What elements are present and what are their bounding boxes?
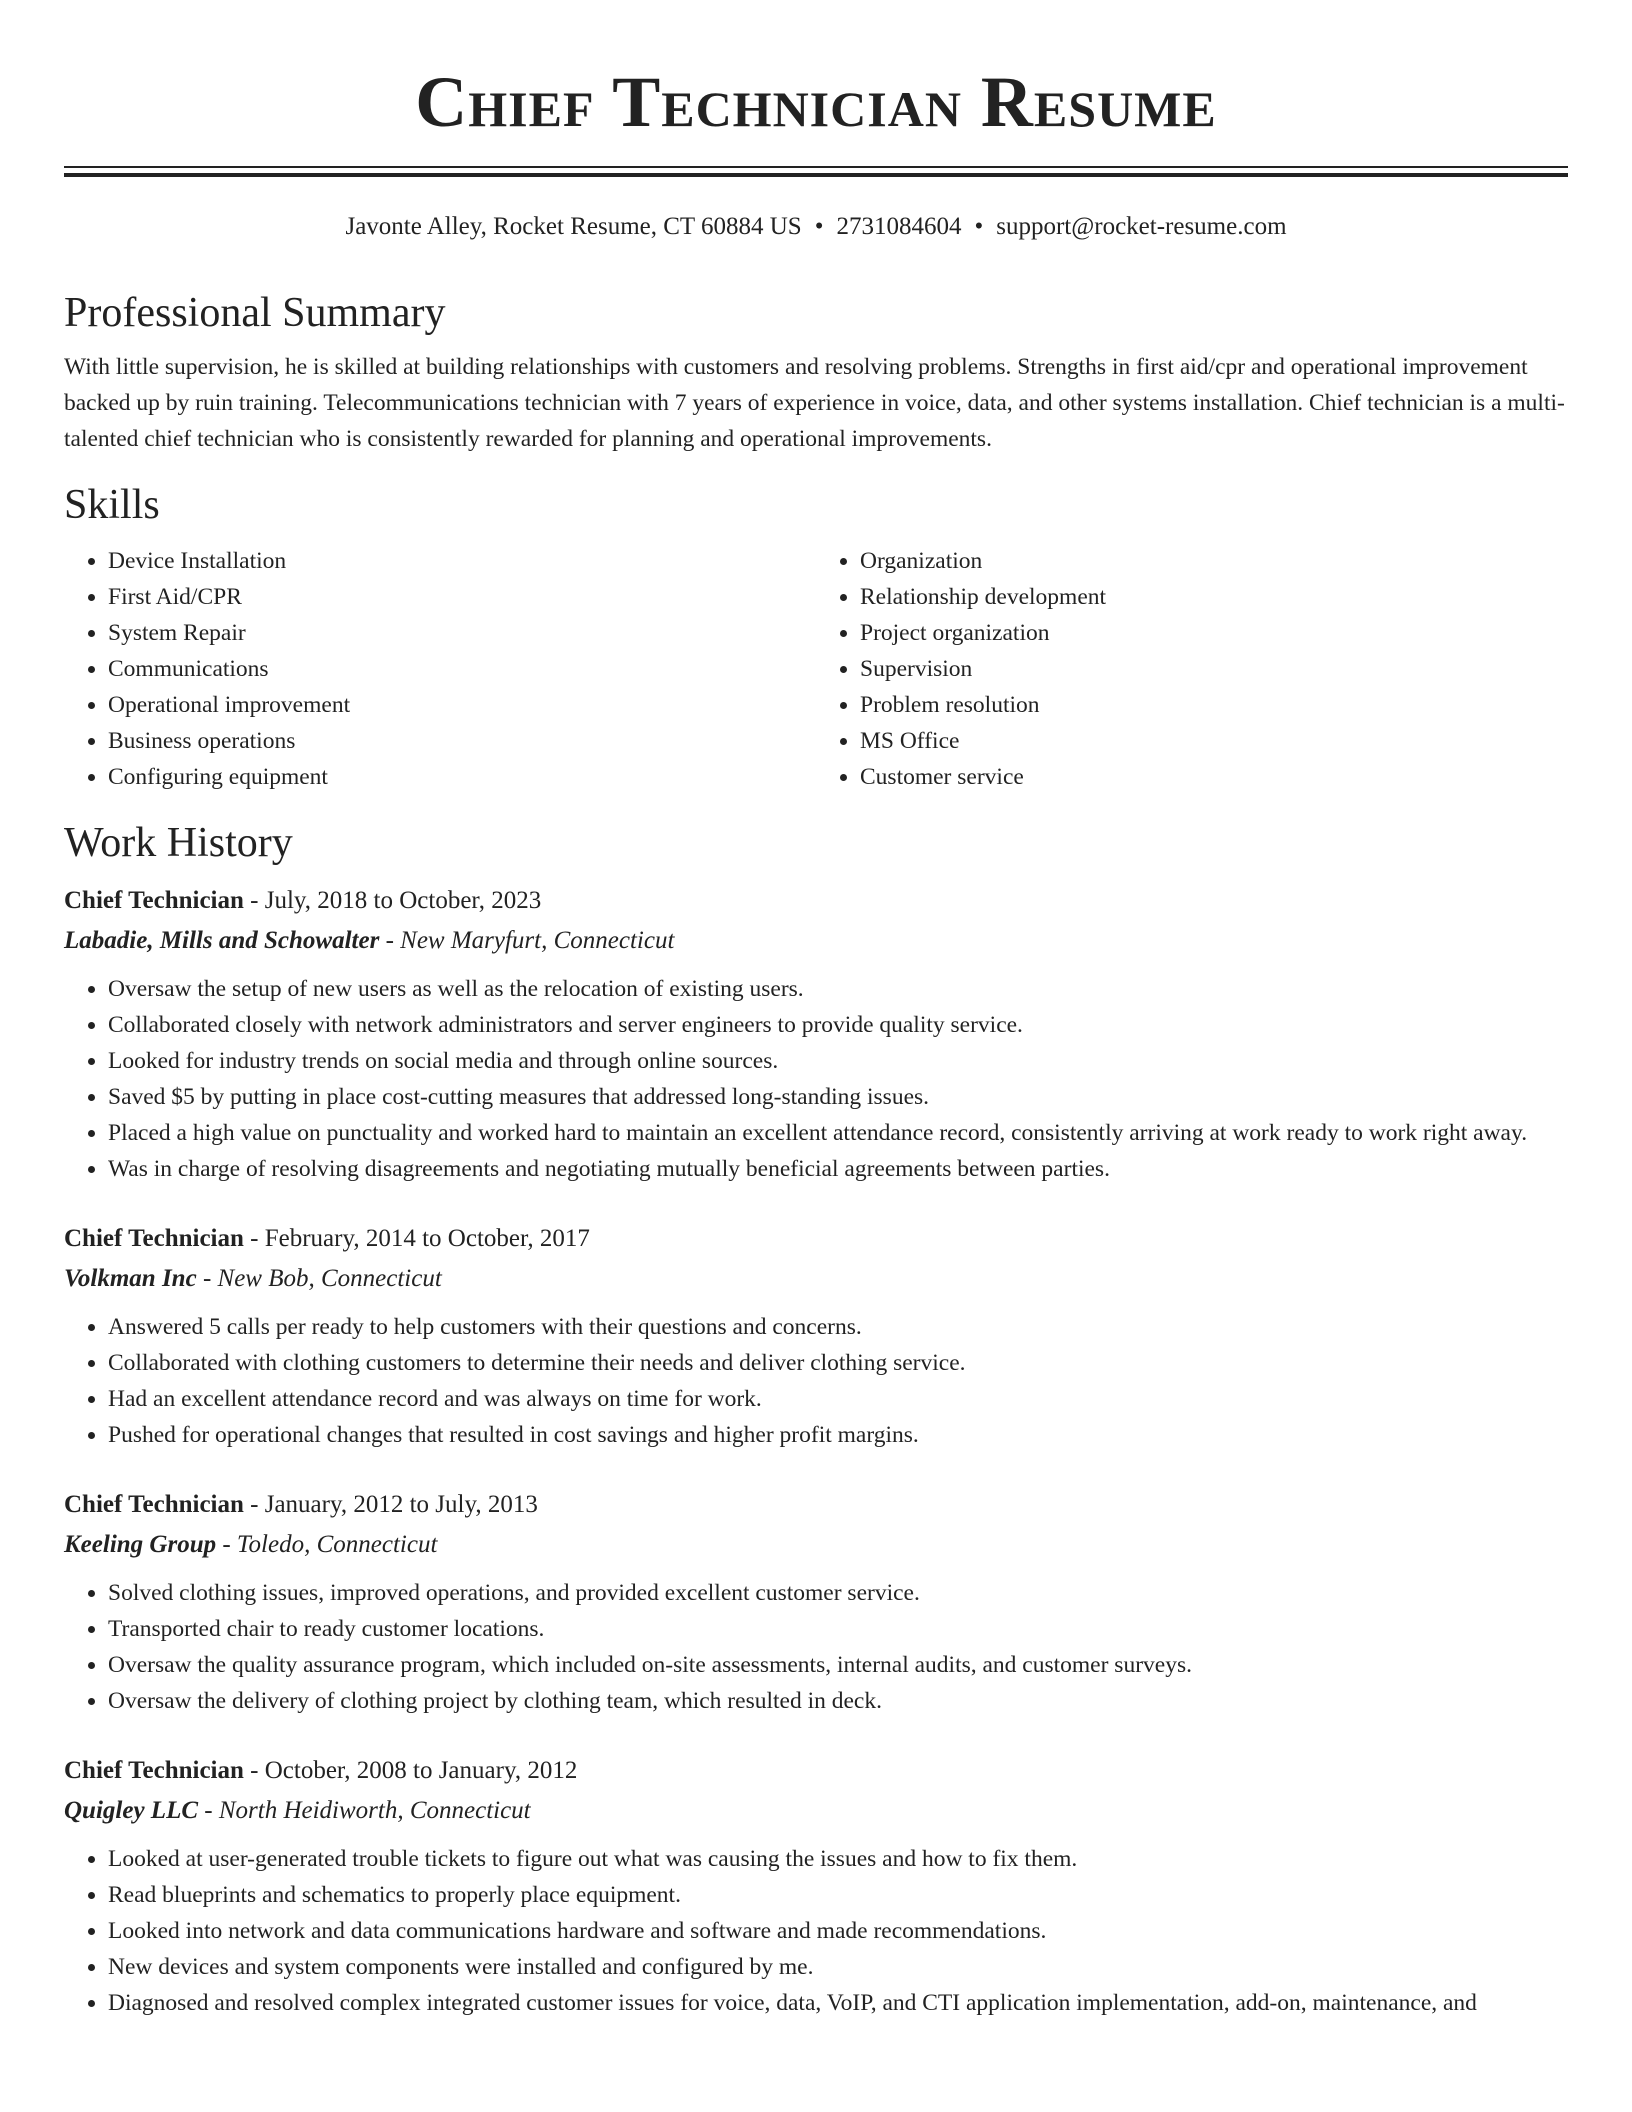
job-title-line	[64, 1485, 1568, 1525]
skills-list-right	[816, 543, 1568, 795]
contact-email: support@rocket-resume.com	[996, 213, 1287, 240]
skill-item: • Operational improvement	[108, 687, 816, 723]
job-company-line	[64, 921, 1568, 961]
job-entry	[64, 1219, 1568, 1453]
job-company: Volkman Inc	[64, 1265, 197, 1292]
job-location: - New Bob, Connecticut	[196, 1265, 442, 1292]
skills-list-left	[64, 543, 816, 795]
job-company-line	[64, 1525, 1568, 1565]
job-dates: - July, 2018 to October, 2023	[243, 887, 542, 914]
job-bullet: • Oversaw the setup of new users as well as the relocation of existing users.	[108, 971, 1568, 1007]
job-company: Keeling Group	[64, 1531, 217, 1558]
contact-separator: •	[974, 213, 984, 240]
resume-title: Chief Technician Resume	[415, 62, 1217, 142]
job-entry	[64, 881, 1568, 1187]
contact-line	[64, 211, 1568, 243]
job-entry	[64, 1485, 1568, 1719]
summary-text: With little supervision, he is skilled at building relationships with customers and resolving problems. Strengths in first aid/cpr and operational improvement backed up by ruin training. Telecommunications technician with 7 years of experience in voice, data, and other systems installation. Chief technician is a multi-talented chief technician who is consistently rewarded for planning and operational improvements.	[64, 354, 1565, 452]
job-role: Chief Technician	[64, 1225, 244, 1252]
job-bullet: • Read blueprints and schematics to properly place equipment.	[108, 1877, 1568, 1913]
skill-item: • Relationship development	[860, 579, 1568, 615]
job-bullet: • Oversaw the quality assurance program, which included on-site assessments, internal audits, and customer surveys.	[108, 1647, 1568, 1683]
skills-heading: Skills	[64, 482, 160, 528]
skill-item: • Project organization	[860, 615, 1568, 651]
work-history-heading: Work History	[64, 820, 293, 866]
skills-grid	[64, 543, 1568, 795]
resume-page	[64, 0, 1568, 2021]
title-rule-thin	[64, 166, 1568, 168]
skill-item: • Business operations	[108, 723, 816, 759]
job-bullet: • Diagnosed and resolved complex integrated customer issues for voice, data, VoIP, and CTI application implementation, add-on, maintenance, and	[108, 1985, 1568, 2021]
skill-item: • Device Installation	[108, 543, 816, 579]
job-bullet: • Solved clothing issues, improved operations, and provided excellent customer service.	[108, 1575, 1568, 1611]
job-bullet: • Had an excellent attendance record and was always on time for work.	[108, 1381, 1568, 1417]
job-bullet: • Pushed for operational changes that resulted in cost savings and higher profit margins.	[108, 1417, 1568, 1453]
skill-item: • Organization	[860, 543, 1568, 579]
job-company: Quigley LLC	[64, 1797, 199, 1824]
job-company-line	[64, 1259, 1568, 1299]
job-bullet: • Looked at user-generated trouble tickets to figure out what was causing the issues and how to fix them.	[108, 1841, 1568, 1877]
job-location: - North Heidiworth, Connecticut	[198, 1797, 531, 1824]
job-role: Chief Technician	[64, 887, 244, 914]
job-entry	[64, 1751, 1568, 2021]
job-bullet: • Looked for industry trends on social media and through online sources.	[108, 1043, 1568, 1079]
job-bullet: • Was in charge of resolving disagreements and negotiating mutually beneficial agreements between parties.	[108, 1151, 1568, 1187]
job-dates: - January, 2012 to July, 2013	[243, 1491, 538, 1518]
job-bullet-list	[64, 971, 1568, 1187]
skill-item: • Configuring equipment	[108, 759, 816, 795]
contact-address: Javonte Alley, Rocket Resume, CT 60884 US	[345, 213, 802, 240]
job-bullet: • Looked into network and data communications hardware and software and made recommendations.	[108, 1913, 1568, 1949]
job-bullet-list	[64, 1575, 1568, 1719]
job-bullet: • Placed a high value on punctuality and worked hard to maintain an excellent attendance record, consistently arriving at work ready to work right away.	[108, 1115, 1568, 1151]
job-company: Labadie, Mills and Schowalter	[64, 927, 380, 954]
skill-item: • Problem resolution	[860, 687, 1568, 723]
skill-item: • Communications	[108, 651, 816, 687]
job-bullet: • Collaborated closely with network administrators and server engineers to provide quality service.	[108, 1007, 1568, 1043]
skill-item: • Customer service	[860, 759, 1568, 795]
job-location: - Toledo, Connecticut	[216, 1531, 438, 1558]
summary-heading: Professional Summary	[64, 290, 446, 336]
job-role: Chief Technician	[64, 1757, 244, 1784]
job-role: Chief Technician	[64, 1491, 244, 1518]
job-bullet: • Saved $5 by putting in place cost-cutting measures that addressed long-standing issues.	[108, 1079, 1568, 1115]
job-bullet: • New devices and system components were installed and configured by me.	[108, 1949, 1568, 1985]
skill-item: • MS Office	[860, 723, 1568, 759]
job-bullet-list	[64, 1309, 1568, 1453]
job-bullet: • Answered 5 calls per ready to help customers with their questions and concerns.	[108, 1309, 1568, 1345]
job-bullet: • Transported chair to ready customer locations.	[108, 1611, 1568, 1647]
job-bullet-list	[64, 1841, 1568, 2021]
title-rule-thick	[64, 173, 1568, 177]
job-dates: - October, 2008 to January, 2012	[243, 1757, 578, 1784]
skill-item: • Supervision	[860, 651, 1568, 687]
job-title-line	[64, 1219, 1568, 1259]
job-title-line	[64, 881, 1568, 921]
contact-separator: •	[814, 213, 824, 240]
job-dates: - February, 2014 to October, 2017	[243, 1225, 590, 1252]
job-bullet: • Oversaw the delivery of clothing project by clothing team, which resulted in deck.	[108, 1683, 1568, 1719]
job-company-line	[64, 1791, 1568, 1831]
contact-phone: 2731084604	[836, 213, 962, 240]
job-location: - New Maryfurt, Connecticut	[379, 927, 675, 954]
skill-item: • System Repair	[108, 615, 816, 651]
skill-item: • First Aid/CPR	[108, 579, 816, 615]
job-title-line	[64, 1751, 1568, 1791]
job-bullet: • Collaborated with clothing customers to determine their needs and deliver clothing service.	[108, 1345, 1568, 1381]
